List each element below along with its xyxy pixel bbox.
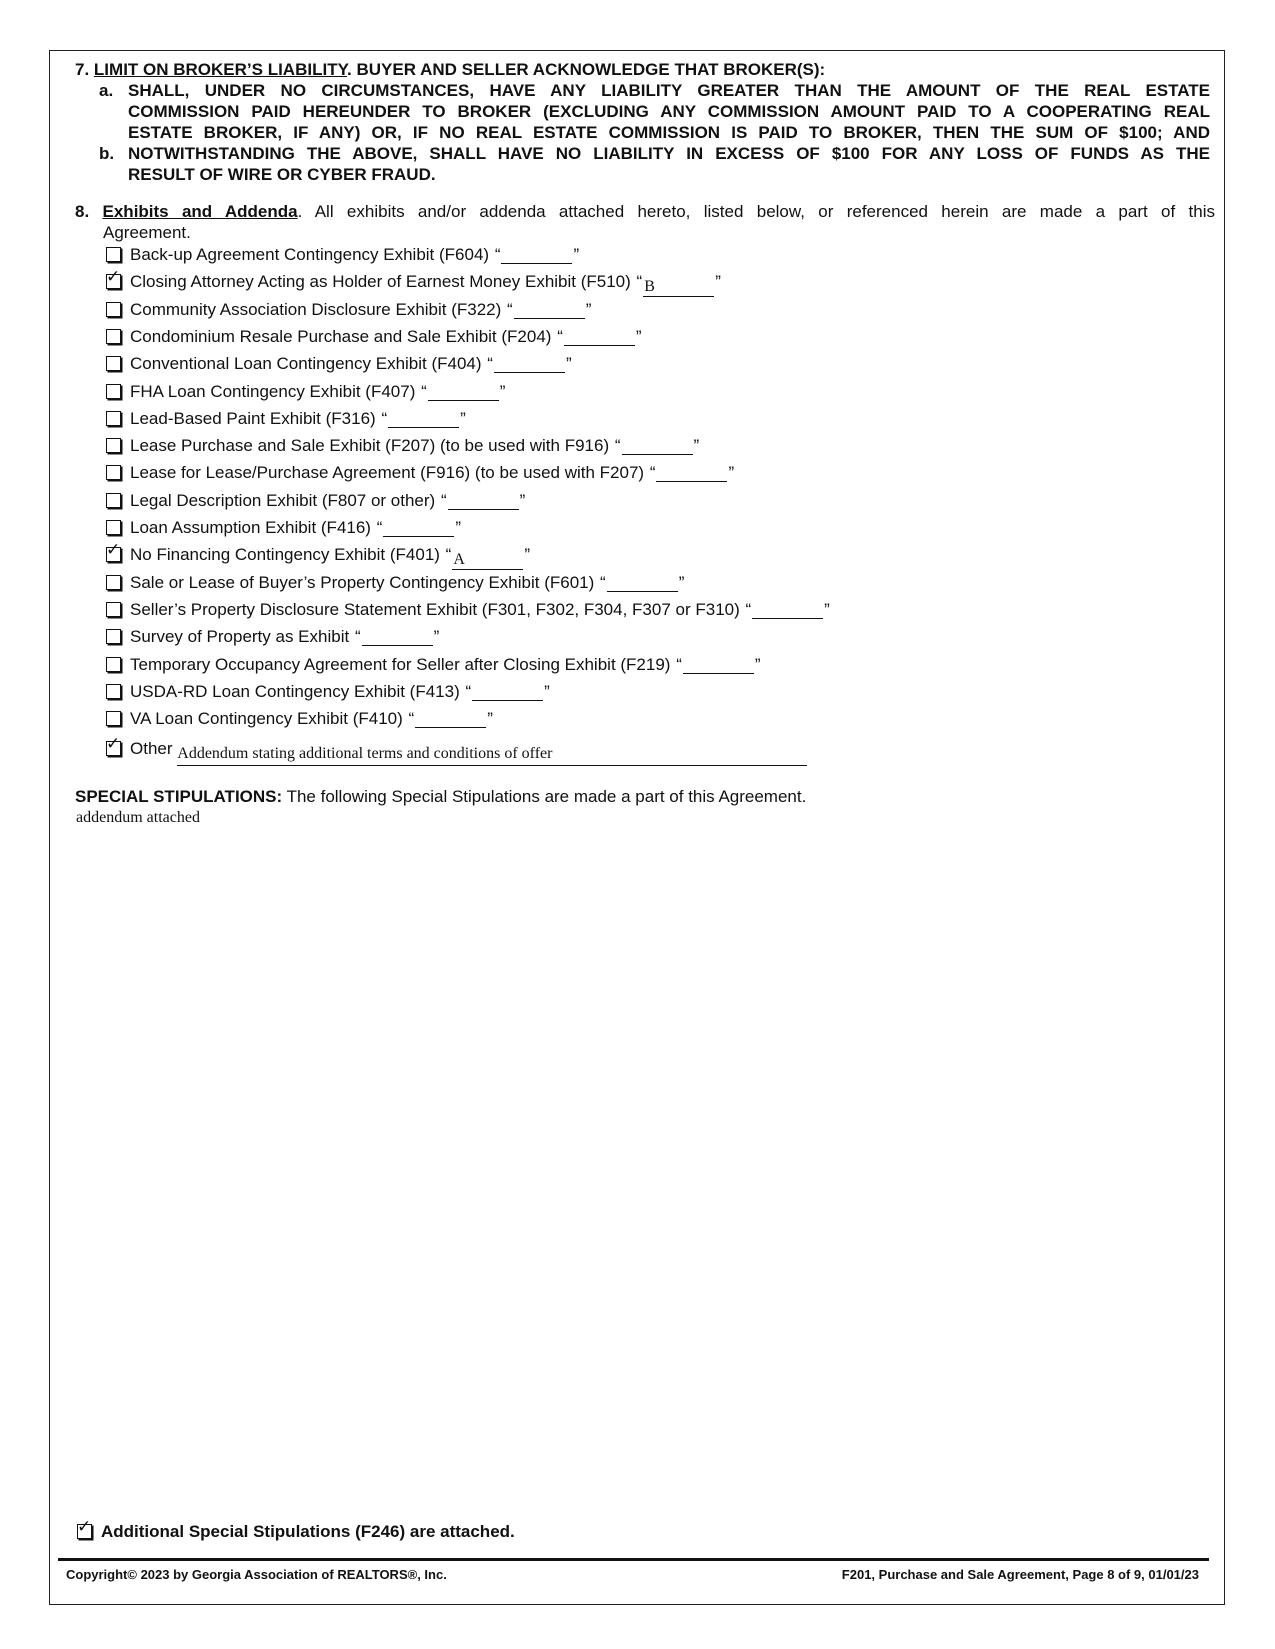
section-7-title-rest: . BUYER AND SELLER ACKNOWLEDGE THAT BROKER(S): [347, 60, 826, 79]
open-quote: “ [676, 655, 682, 674]
exhibit-letter-field[interactable]: B [643, 278, 714, 297]
exhibit-label: Lease for Lease/Purchase Agreement (F916) (to be used with F207) [130, 463, 645, 482]
exhibit-label: Lead-Based Paint Exhibit (F316) [130, 409, 376, 428]
exhibit-item [106, 267, 722, 298]
item-b-line-2: RESULT OF WIRE OR CYBER FRAUD. [128, 165, 436, 184]
exhibit-item [106, 709, 494, 735]
close-quote: ” [678, 573, 685, 592]
special-stipulations-text: The following Special Stipulations are made a part of this Agreement. [282, 787, 807, 806]
exhibit-checkbox[interactable] [106, 438, 121, 453]
exhibit-item [106, 491, 526, 517]
close-quote: ” [754, 655, 761, 674]
exhibit-item [106, 655, 762, 681]
exhibit-item [106, 300, 592, 326]
special-stipulations-heading [75, 787, 806, 807]
exhibit-letter-field[interactable] [752, 600, 823, 619]
item-a-line-1: SHALL, UNDER NO CIRCUMSTANCES, HAVE ANY LIABILITY GREATER THAN THE AMOUNT OF THE REAL ESTATE [128, 81, 1210, 100]
close-quote: ” [460, 409, 466, 428]
item-b-line-1: NOTWITHSTANDING THE ABOVE, SHALL HAVE NO LIABILITY IN EXCESS OF $100 FOR ANY LOSS OF FUNDS AS THE [128, 144, 1210, 163]
close-quote: ” [573, 245, 580, 264]
exhibit-checkbox[interactable] [106, 711, 121, 726]
footer-copyright: Copyright© 2023 by Georgia Association of REALTORS®, Inc. [66, 1567, 447, 1582]
exhibit-item [106, 354, 573, 380]
close-quote: ” [499, 382, 506, 401]
exhibit-letter-field[interactable] [362, 627, 433, 646]
exhibit-label: Sale or Lease of Buyer’s Property Contingency Exhibit (F601) [130, 573, 595, 592]
open-quote: “ [649, 463, 656, 482]
exhibit-other [106, 734, 807, 765]
special-stipulations-entry[interactable]: addendum attached [76, 809, 200, 826]
exhibit-label: Back-up Agreement Contingency Exhibit (F604) [130, 245, 490, 264]
exhibit-item [106, 382, 506, 408]
open-quote: “ [376, 518, 383, 537]
open-quote: “ [494, 245, 501, 264]
close-quote: ” [635, 327, 642, 346]
exhibit-label: Legal Description Exhibit (F807 or other) [130, 491, 436, 510]
close-quote: ” [715, 272, 721, 291]
additional-stipulations-label: Additional Special Stipulations (F246) are attached. [101, 1522, 515, 1541]
exhibit-letter-field[interactable] [383, 518, 454, 537]
check-mark-icon: ✓ [106, 734, 121, 753]
exhibit-checkbox[interactable] [106, 356, 121, 371]
section-7-heading [75, 60, 825, 80]
item-a-line-3: ESTATE BROKER, IF ANY) OR, IF NO REAL ESTATE COMMISSION IS PAID TO BROKER, THEN THE SUM OF $100; AND [128, 123, 1210, 142]
exhibit-checkbox[interactable] [106, 602, 121, 617]
exhibit-checkbox[interactable] [106, 384, 121, 399]
exhibit-item [106, 682, 551, 708]
close-quote: ” [693, 436, 700, 455]
open-quote: “ [445, 545, 452, 564]
exhibit-label: No Financing Contingency Exhibit (F401) [130, 545, 440, 564]
exhibit-letter-field[interactable] [683, 655, 754, 674]
exhibit-item [106, 518, 462, 544]
exhibit-letter-field[interactable] [656, 463, 727, 482]
other-field[interactable]: Addendum stating additional terms and conditions of offer [177, 745, 807, 766]
exhibit-label: VA Loan Contingency Exhibit (F410) [130, 709, 403, 728]
exhibit-letter-field[interactable] [622, 436, 693, 455]
check-mark-icon: ✓ [106, 540, 121, 559]
exhibit-checkbox[interactable] [106, 493, 121, 508]
item-b-label: b. [99, 144, 115, 163]
exhibit-label: FHA Loan Contingency Exhibit (F407) [130, 382, 416, 401]
check-mark-icon: ✓ [77, 1517, 92, 1536]
exhibit-checkbox[interactable] [106, 629, 121, 644]
exhibit-letter-field[interactable] [388, 409, 459, 428]
section-8-number: 8. [75, 202, 90, 221]
open-quote: “ [557, 327, 563, 346]
exhibit-letter-field[interactable] [472, 682, 543, 701]
checkbox-additional-stipulations[interactable] [77, 1517, 92, 1539]
exhibit-label: Conventional Loan Contingency Exhibit (F404) [130, 354, 482, 373]
close-quote: ” [487, 709, 493, 728]
exhibit-label: Condominium Resale Purchase and Sale Exhibit (F204) [130, 327, 552, 346]
exhibit-letter-field[interactable] [494, 354, 565, 373]
footer-rule [58, 1558, 1209, 1561]
exhibit-item [106, 627, 440, 653]
open-quote: “ [745, 600, 752, 619]
exhibit-label: USDA-RD Loan Contingency Exhibit (F413) [130, 682, 460, 701]
exhibit-letter-field[interactable] [501, 245, 572, 264]
exhibit-letter-field[interactable] [428, 382, 499, 401]
exhibit-item [106, 573, 685, 599]
checkbox-other[interactable] [106, 734, 121, 756]
exhibit-checkbox[interactable] [106, 540, 121, 562]
close-quote: ” [433, 627, 440, 646]
exhibit-label: Lease Purchase and Sale Exhibit (F207) (to be used with F916) [130, 436, 610, 455]
exhibit-item [106, 436, 700, 462]
open-quote: “ [381, 409, 388, 428]
footer-form-id: F201, Purchase and Sale Agreement, Page 8 of 9, 01/01/23 [841, 1567, 1199, 1582]
close-quote: ” [519, 491, 526, 510]
close-quote: ” [585, 300, 592, 319]
close-quote: ” [455, 518, 462, 537]
exhibit-item [106, 600, 831, 626]
exhibit-label: Closing Attorney Acting as Holder of Earnest Money Exhibit (F510) [130, 272, 631, 291]
item-a-label: a. [99, 81, 114, 100]
special-stipulations-title: SPECIAL STIPULATIONS: [75, 787, 283, 806]
open-quote: “ [408, 709, 415, 728]
open-quote: “ [600, 573, 606, 592]
open-quote: “ [614, 436, 621, 455]
close-quote: ” [824, 600, 830, 619]
close-quote: ” [728, 463, 735, 482]
exhibit-letter-field[interactable]: A [452, 551, 523, 570]
exhibit-checkbox[interactable] [106, 575, 121, 590]
open-quote: “ [440, 491, 447, 510]
exhibit-letter-field[interactable] [514, 300, 585, 319]
close-quote: ” [565, 354, 572, 373]
exhibit-checkbox[interactable] [106, 657, 121, 672]
close-quote: ” [524, 545, 531, 564]
open-quote: “ [507, 300, 513, 319]
exhibit-item [106, 463, 735, 489]
exhibit-checkbox[interactable] [106, 465, 121, 480]
exhibit-checkbox[interactable] [106, 329, 121, 344]
exhibit-item [106, 409, 467, 435]
open-quote: “ [487, 354, 493, 373]
additional-stipulations [77, 1517, 515, 1542]
section-7-title: LIMIT ON BROKER’S LIABILITY [93, 60, 348, 79]
check-mark-icon: ✓ [106, 267, 121, 286]
exhibit-label: Community Association Disclosure Exhibit (F322) [130, 300, 502, 319]
exhibit-item [106, 327, 643, 353]
exhibit-letter-field[interactable] [564, 327, 635, 346]
open-quote: “ [465, 682, 472, 701]
section-8-text-cont: Agreement. [103, 223, 191, 242]
section-8-title: Exhibits and Addenda [102, 202, 298, 221]
exhibit-letter-field[interactable] [448, 491, 519, 510]
item-a-line-2: COMMISSION PAID HEREUNDER TO BROKER (EXCLUDING ANY COMMISSION AMOUNT PAID TO A COOPERATING REAL [128, 102, 1210, 121]
open-quote: “ [354, 627, 361, 646]
exhibit-label: Temporary Occupancy Agreement for Seller after Closing Exhibit (F219) [130, 655, 671, 674]
exhibit-checkbox[interactable] [106, 411, 121, 426]
exhibit-item [106, 245, 580, 271]
exhibit-letter-field[interactable] [415, 709, 486, 728]
section-8-text: . All exhibits and/or addenda attached hereto, listed below, or referenced herein are made a part of this [297, 202, 1215, 221]
section-8-heading [75, 202, 1215, 222]
exhibit-checkbox[interactable] [106, 684, 121, 699]
open-quote: “ [421, 382, 427, 401]
exhibit-item [106, 540, 531, 571]
exhibit-checkbox[interactable] [106, 267, 121, 289]
exhibit-label: Survey of Property as Exhibit [130, 627, 350, 646]
exhibit-checkbox[interactable] [106, 302, 121, 317]
close-quote: ” [544, 682, 550, 701]
exhibit-label: Seller’s Property Disclosure Statement Exhibit (F301, F302, F304, F307 or F310) [130, 600, 740, 619]
exhibit-checkbox[interactable] [106, 247, 121, 262]
exhibit-checkbox[interactable] [106, 520, 121, 535]
section-7-number: 7. [75, 60, 90, 79]
other-label: Other [130, 739, 173, 758]
exhibit-label: Loan Assumption Exhibit (F416) [130, 518, 371, 537]
exhibit-letter-field[interactable] [607, 573, 678, 592]
open-quote: “ [636, 272, 643, 291]
